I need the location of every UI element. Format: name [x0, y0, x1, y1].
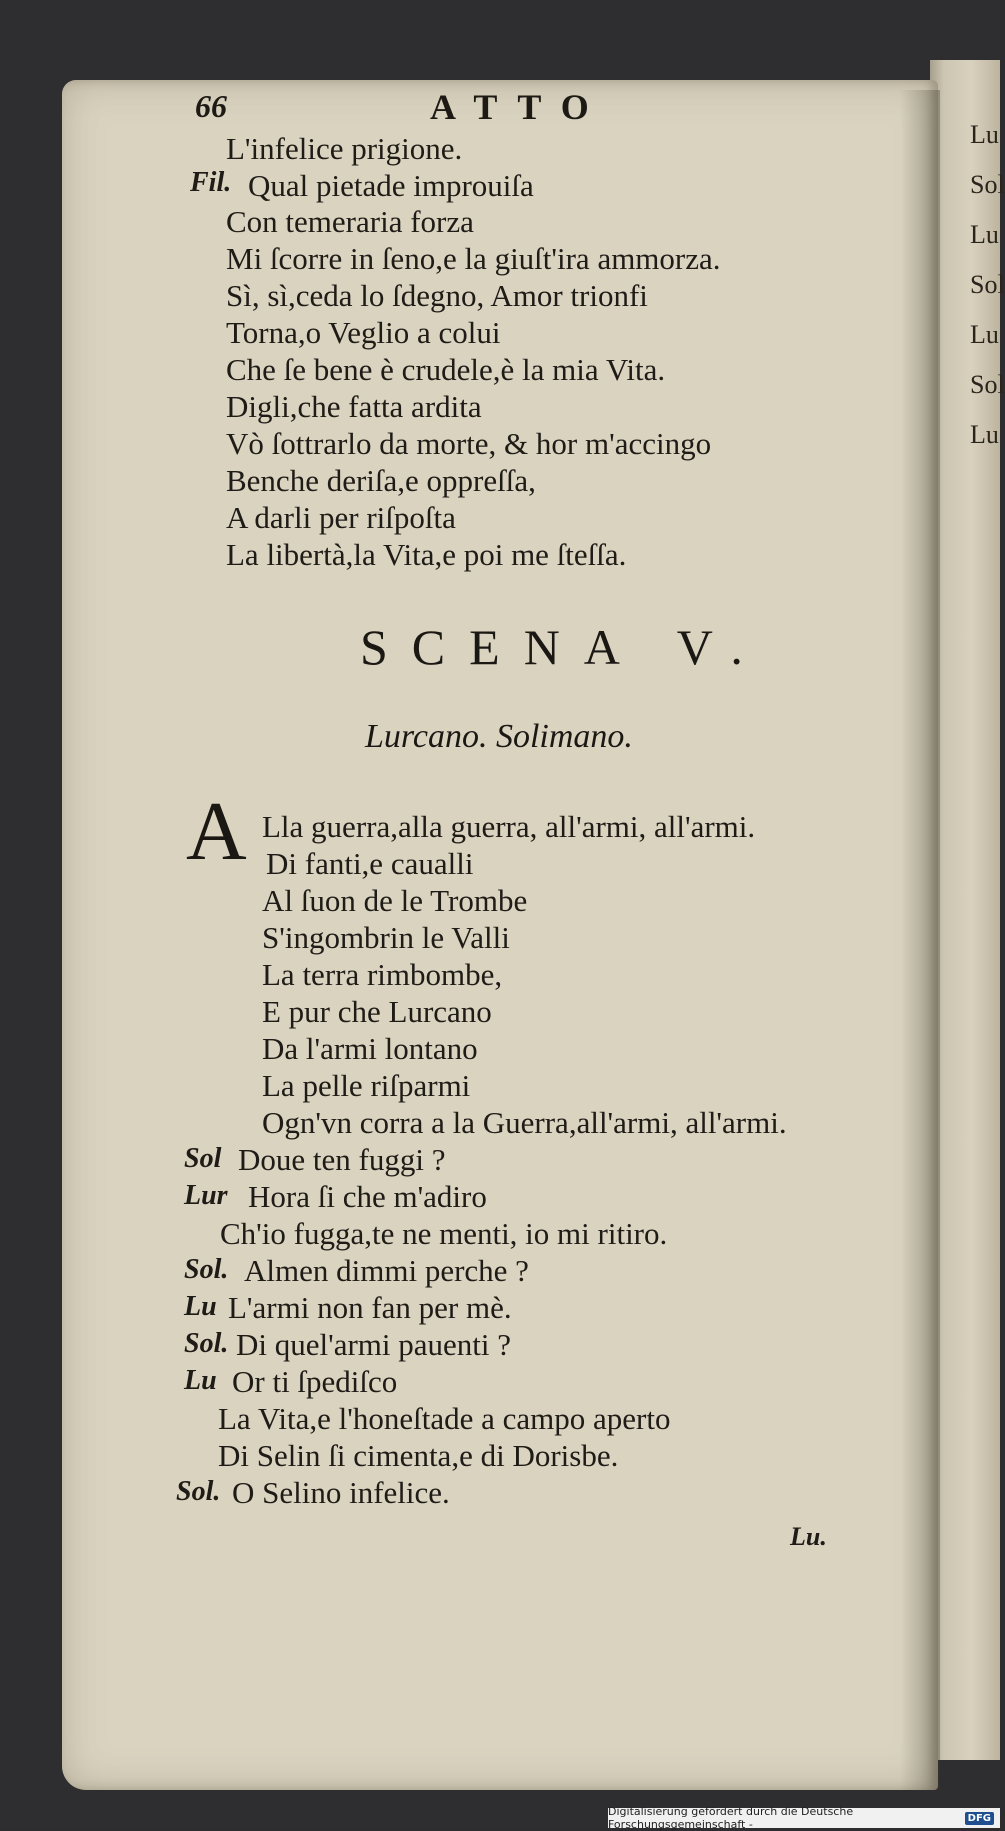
scene-characters: Lurcano. Solimano. [365, 718, 633, 755]
catchword: Lu. [790, 1522, 827, 1551]
verse-line: La pelle riſparmi [262, 1068, 471, 1103]
speaker-label: Lu [184, 1365, 217, 1396]
verse-line: Hora ſi che m'adiro [248, 1179, 487, 1214]
verse-line: La terra rimbombe, [262, 957, 503, 992]
edge-label: Lu [970, 420, 999, 449]
edge-label: Sol [970, 370, 1005, 399]
verse-line: Di quel'armi pauenti ? [236, 1327, 512, 1362]
verse-line: Torna,o Veglio a colui [226, 315, 501, 350]
verse-line: Al ſuon de le Trombe [262, 883, 528, 918]
verse-line: Qual pietade improuiſa [248, 168, 534, 203]
verse-line: Lla guerra,alla guerra, all'armi, all'armi. [262, 809, 756, 844]
speaker-label: Sol. [184, 1328, 229, 1359]
verse-line: Sì, sì,ceda lo ſdegno, Amor trionfi [226, 278, 648, 313]
verse-line: Almen dimmi perche ? [244, 1253, 529, 1288]
edge-label: Lu [970, 220, 999, 249]
verse-line: Digli,che fatta ardita [226, 389, 482, 424]
edge-label: Lu [970, 320, 999, 349]
footer-text: Digitalisierung gefördert durch die Deutsche Forschungsgemeinschaft - [608, 1805, 854, 1831]
speaker-label: Fil. [190, 167, 232, 198]
speaker-label: Sol [184, 1143, 222, 1174]
edge-label: Sol [970, 170, 1005, 199]
page-number: 66 [195, 88, 227, 124]
edge-label: Lu [970, 120, 999, 149]
verse-line: Ch'io fugga,te ne menti, io mi ritiro. [220, 1216, 668, 1251]
verse-line: Doue ten fuggi ? [238, 1142, 446, 1177]
verse-line: S'ingombrin le Valli [262, 920, 510, 955]
speaker-label: Lu [184, 1291, 217, 1322]
verse-line: Con temeraria forza [226, 204, 474, 239]
speaker-label: Sol. [184, 1254, 229, 1285]
speaker-label: Lur [184, 1180, 228, 1211]
dfg-logo: DFG [965, 1812, 994, 1825]
verse-line: Benche deriſa,e oppreſſa, [226, 463, 536, 498]
verse-line: Ogn'vn corra a la Guerra,all'armi, all'armi. [262, 1105, 787, 1140]
verse-line: O Selino infelice. [232, 1475, 450, 1510]
verse-line: La libertà,la Vita,e poi me ſteſſa. [226, 537, 627, 572]
verse-line: Che ſe bene è crudele,è la mia Vita. [226, 352, 666, 387]
digitization-footer [608, 1805, 1000, 1831]
verse-line: Di fanti,e caualli [266, 846, 474, 881]
page-fold-shadow [900, 90, 940, 1790]
verse-line: Vò ſottrarlo da morte, & hor m'accingo [226, 426, 712, 461]
verse-line: Di Selin ſi cimenta,e di Dorisbe. [218, 1438, 619, 1473]
adjacent-page-edge [930, 60, 1005, 1760]
verse-line: L'armi non fan per mè. [228, 1290, 512, 1325]
speaker-label: Sol. [176, 1476, 221, 1507]
verse-line: L'infelice prigione. [226, 131, 463, 166]
verse-line: Da l'armi lontano [262, 1031, 478, 1066]
verse-line: La Vita,e l'honeſtade a campo aperto [218, 1401, 671, 1436]
drop-cap: A [186, 785, 247, 878]
verse-line: Or ti ſpediſco [232, 1364, 398, 1399]
verse-line: A darli per riſpoſta [226, 500, 456, 535]
running-head: ATTO [430, 87, 609, 127]
scene-title: SCENA V. [360, 619, 767, 675]
verse-line: Mi ſcorre in ſeno,e la giuſt'ira ammorza. [226, 241, 721, 276]
edge-label: Sol [970, 270, 1005, 299]
verse-line: E pur che Lurcano [262, 994, 492, 1029]
